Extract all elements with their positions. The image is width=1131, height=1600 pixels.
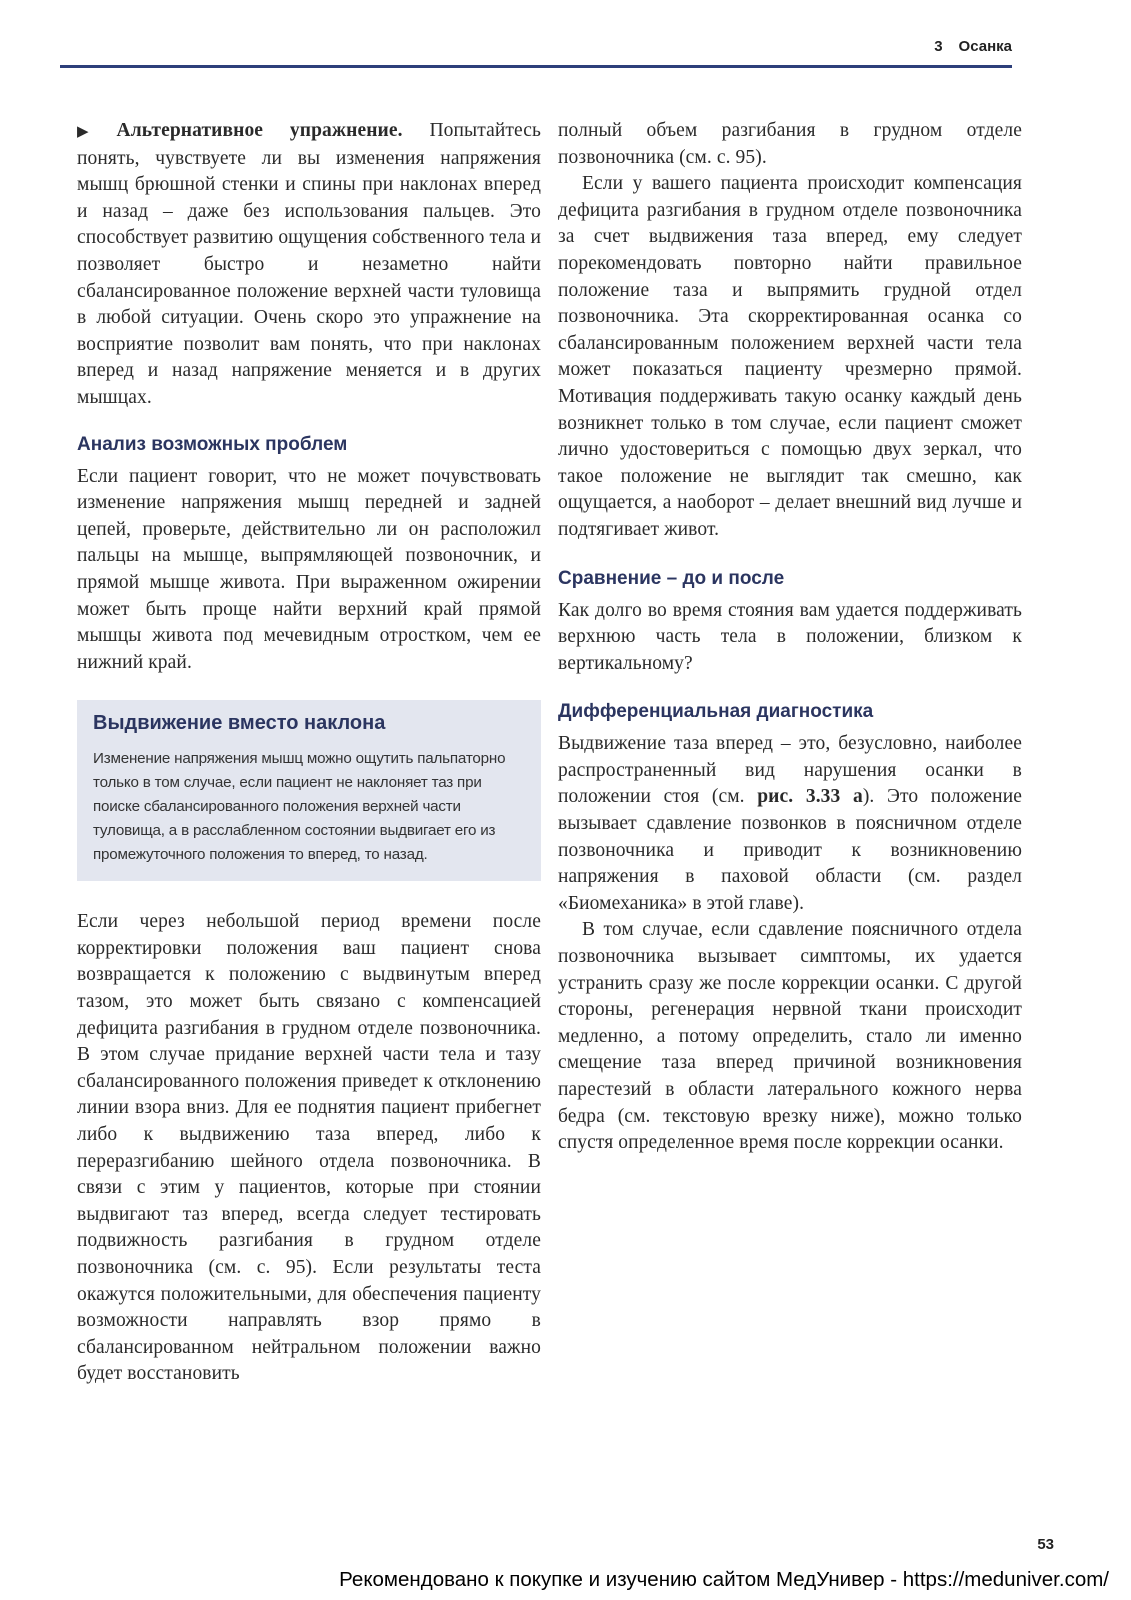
right-column [558, 118, 1022, 1157]
info-box [77, 700, 541, 881]
comparison-paragraph: Как долго во время стояния вам удается поддерживать верхнюю часть тела в положении, близком к вертикальному? [558, 599, 1022, 674]
header-rule [60, 65, 1012, 68]
page-number: 53 [1037, 1536, 1054, 1553]
after-box-paragraph: Если через небольшой период времени после корректировки положения ваш пациент снова возвращается к положению с выдвинутым вперед тазом, это может быть связано с компенсацией дефицита разгибания в грудном отделе позвоночника. В этом случае придание верхней части тела и тазу сбалансированного положения приведет к отклонению линии взора вниз. Для ее поднятия пациент прибегнет либо к выдвижению таза вперед, либо к переразгибанию шейного отдела позвоночника. В связи с этим у пациентов, которые при стоянии выдвигают таз вперед, всегда следует тестировать подвижность разгибания в грудном отделе позвоночника (см. с. 95). Если результаты теста окажутся положительными, для обеспечения пациенту возможности направлять взор прямо в сбалансированном нейтральном положении важно будет восстановить [77, 911, 541, 1385]
problems-paragraph: Если пациент говорит, что не может почувствовать изменение напряжения мышц передней и задней цепей, проверьте, действительно ли он расположил пальцы на мышце, выпрямляющей позвоночник, и прямой мышце живота. При выраженном ожирении может быть проще найти верхний край прямой мышцы живота под мечевидным отростком, чем ее нижний край. [77, 465, 541, 673]
comparison-heading: Сравнение – до и после [558, 567, 785, 589]
footer-text: Рекомендовано к покупке и изучению сайтом МедУнивер - https://meduniver.com/ [339, 1568, 1109, 1591]
box-heading: Выдвижение вместо наклона [93, 712, 386, 735]
header-text [934, 38, 1012, 55]
diff-text-2: ). Это положение вызывает сдавление позвонков в поясничном отделе позвоночника и приводит к возникновению напряжения в паховой области (см. раздел «Биомеханика» в этой главе). [558, 786, 1022, 914]
diff-paragraph-2: В том случае, если сдавление поясничного отдела позвоночника вызывает симптомы, их удается устранить сразу же после коррекции осанки. С другой стороны, регенерация нервной ткани происходит медленно, а потому определить, стало ли именно смещение таза вперед причиной возникновения парестезий в области латерального кожного нерва бедра (см. текстовую врезку ниже), можно только спустя определенное время после коррекции осанки. [558, 919, 1022, 1154]
diff-paragraph-1 [558, 731, 1022, 917]
problems-heading: Анализ возможных проблем [77, 433, 348, 455]
left-column [77, 118, 541, 1388]
chapter-number: 3 [934, 38, 943, 55]
diff-heading: Дифференциальная диагностика [558, 701, 874, 723]
figure-reference: рис. 3.33 а [757, 786, 863, 808]
box-text: Изменение напряжения мышц можно ощутить пальпаторно только в том случае, если пациент не наклоняет таз при поиске сбалансированного положения верхней части туловища, а в расслабленном состоянии выдвигает его из промежуточного положения то вперед, то назад. [93, 750, 506, 864]
running-header [60, 36, 1012, 68]
compensation-paragraph: Если у вашего пациента происходит компенсация дефицита разгибания в грудном отделе позвоночника за счет выдвижения таза вперед, ему следует порекомендовать повторно найти правильное положение таза и выпрямить грудной отдел позвоночника. Эта скорректированная осанка со сбалансированным положением верхней части тела может показаться пациенту чрезмерно прямой. Мотивация поддерживать такую осанку каждый день возникнет только в том случае, если пациент сможет лично удостовериться с помощью двух зеркал, что такое положение не выглядит так смешно, как ощущается, а наоборот – делает внешний вид лучше и подтягивает живот. [558, 173, 1022, 540]
continuation-paragraph: полный объем разгибания в грудном отделе позвоночника (см. с. 95). [558, 120, 1022, 168]
alt-exercise-paragraph [77, 118, 541, 412]
diff-text-1: Выдвижение таза вперед – это, безусловно, наиболее распространенный вид нарушения осанки в положении стоя (см. [558, 733, 1022, 808]
alt-exercise-text: Попытайтесь понять, чувствуете ли вы изменения напряжения мышц брюшной стенки и спины при наклонах вперед и назад – даже без использования пальцев. Это способствует развитию ощущения собственного тела и позволяет быстро и незаметно найти сбалансированное положение верхней части туловища в любой ситуации. Очень скоро это упражнение на восприятие позволит вам понять, что при наклонах вперед и назад напряжение меняется и в других мышцах. [77, 120, 541, 408]
triangle-bullet-icon: ▶ [77, 124, 111, 140]
chapter-title: Осанка [958, 38, 1012, 55]
alt-exercise-label: Альтернативное упражнение. [116, 120, 403, 141]
